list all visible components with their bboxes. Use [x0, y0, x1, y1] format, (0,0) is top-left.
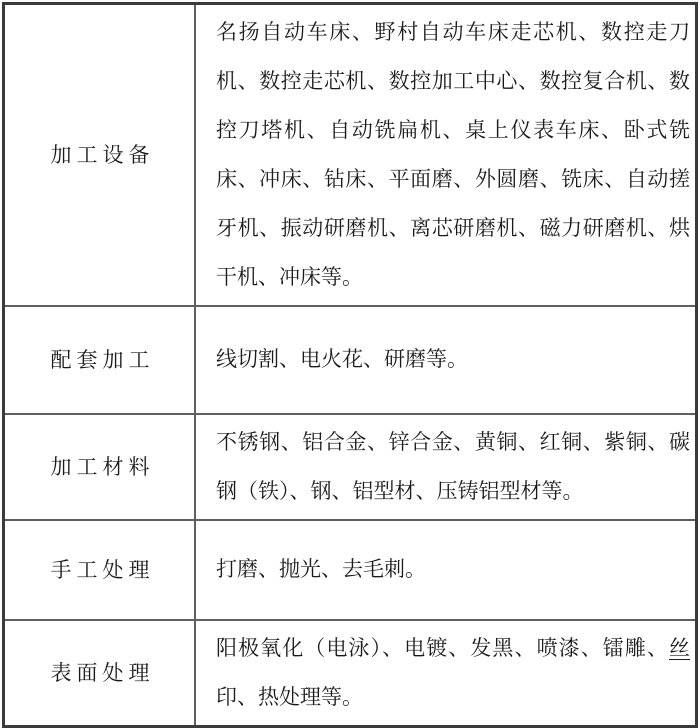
surface-treatment-underlined-char: 丝: [669, 635, 690, 660]
row-label-processing-materials: 加工材料: [4, 414, 196, 520]
table-row-manual-processing: [4, 520, 697, 620]
table-row-processing-equipment: [4, 4, 697, 306]
table-row-supporting-processing: [4, 306, 697, 414]
row-content-surface-treatment: [195, 620, 697, 727]
row-label-manual-processing: 手工处理: [4, 520, 196, 620]
table-row-processing-materials: [4, 414, 697, 520]
capabilities-table: [2, 2, 698, 728]
row-content-processing-equipment: 名扬自动车床、野村自动车床走芯机、数控走刀机、数控走芯机、数控加工中心、数控复合机、数控刀塔机、自动铣扁机、桌上仪表车床、卧式铣床、冲床、钻床、平面磨、外圆磨、铣床、自动搓牙机、振动研磨机、离芯研磨机、磁力研磨机、烘干机、冲床等。: [195, 4, 697, 306]
row-content-processing-materials: 不锈钢、铝合金、锌合金、黄铜、红铜、紫铜、碳钢（铁）、钢、铝型材、压铸铝型材等。: [195, 414, 697, 520]
surface-treatment-text: 阳极氧化（电泳）、电镀、发黑、喷漆、镭雕、: [216, 635, 669, 660]
row-label-processing-equipment: 加工设备: [4, 4, 196, 306]
table-row-surface-treatment: [4, 620, 697, 727]
row-content-supporting-processing: 线切割、电火花、研磨等。: [195, 306, 697, 414]
row-label-supporting-processing: 配套加工: [4, 306, 196, 414]
row-label-surface-treatment: 表面处理: [4, 620, 196, 727]
surface-treatment-text-tail: 印、热处理等。: [216, 684, 363, 709]
row-content-manual-processing: 打磨、抛光、去毛刺。: [195, 520, 697, 620]
